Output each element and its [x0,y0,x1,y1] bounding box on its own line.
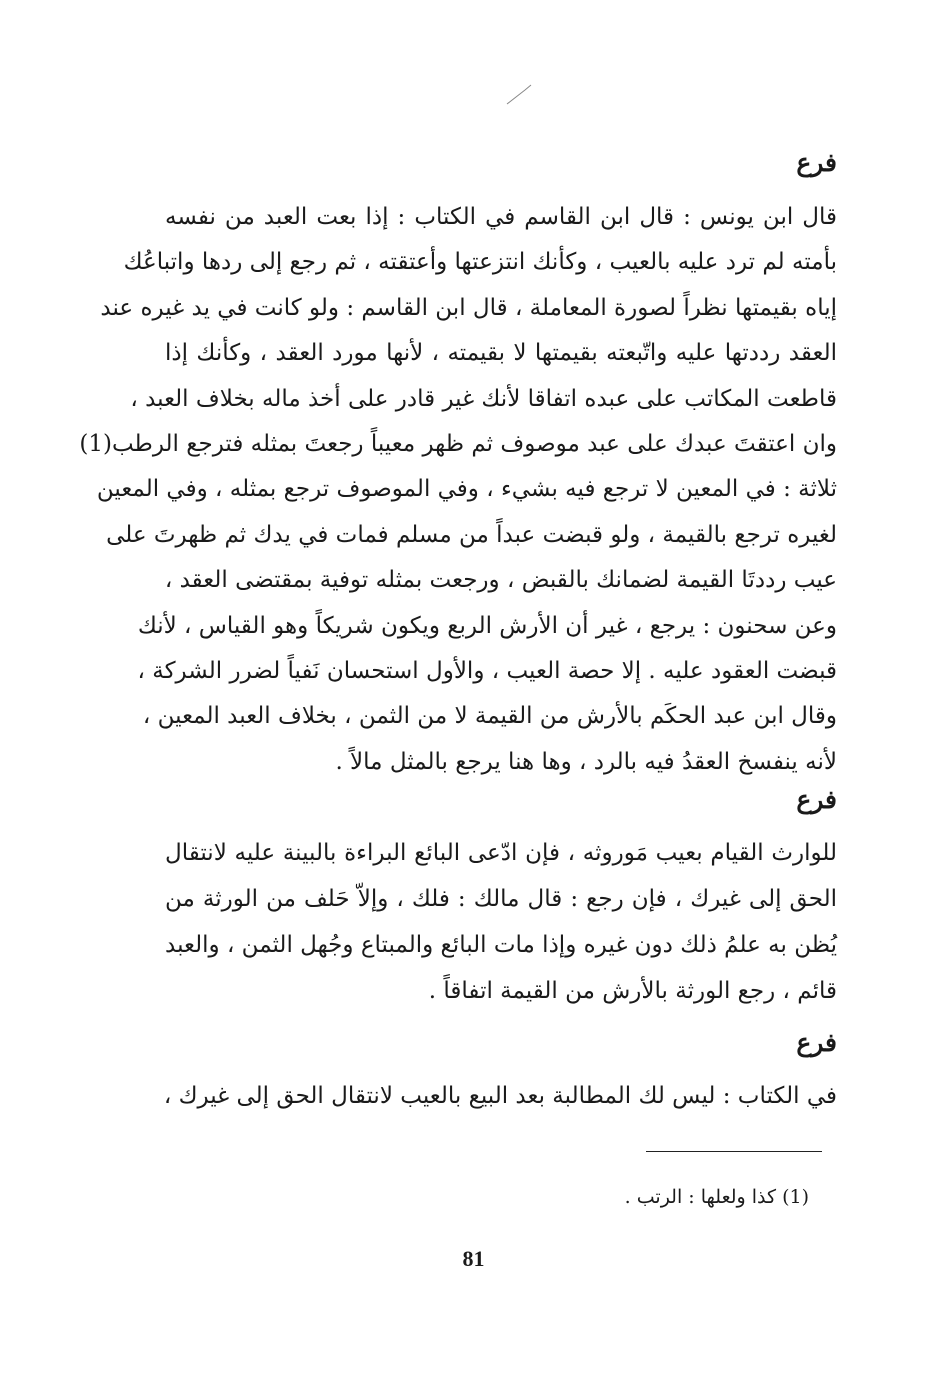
text-line: وان اعتقتَ عبدك على عبد موصوف ثم ظهر معيباً رجعتَ بمثله فترجع الرطب(1) [79,430,837,457]
text-line: ثلاثة : في المعين لا ترجع فيه بشيء ، وفي الموصوف ترجع بمثله ، وفي المعين [96,476,837,503]
text-line: لأنه ينفسخ العقدُ فيه بالرد ، وها هنا يرجع بالمثل مالاً . [335,748,837,775]
text-line: قاطعت المكاتب على عبده اتفاقا لأنك غير قادر على أخذ ماله بخلاف العبد ، [130,385,837,412]
text-line: بأمته لم ترد عليه بالعيب ، وكأنك انتزعتها وأعتقته ، ثم رجع إلى ردها واتباعُك [123,249,837,276]
paragraph-3 [165,1075,837,1117]
paragraph-2 [165,830,837,1014]
section-heading: فرع [796,1028,837,1057]
text-line: للوارث القيام بعيب مَوروثه ، فإن ادّعى البائع البراءة بالبينة عليه لانتقال [165,840,837,866]
footnote: (1) كذا ولعلها : الرتب . [624,1186,809,1208]
paragraph-1 [79,195,837,785]
text-line: لغيره ترجع بالقيمة ، ولو قبضت عبداً من مسلم فمات في يدك ثم ظهرتَ على [106,521,837,548]
page-number: 81 [462,1246,485,1271]
text-line: قبضت العقود عليه . إلا حصة العيب ، والأول استحسان نَفياً لضرر الشركة ، [137,657,837,684]
text-line: العقد رددتها عليه واتّبعته بقيمتها لا بقيمته ، لأنها مورد العقد ، وكأنك إذا [165,340,837,367]
text-line: يُظن به علمُ ذلك دون غيره وإذا مات البائع والمبتاع وجُهل الثمن ، والعبد [165,932,837,958]
section-heading: فرع [796,785,837,814]
text-line: إياه بقيمتها نظراً لصورة المعاملة ، قال ابن القاسم : ولو كانت في يد غيره عند [100,294,837,321]
text-line: في الكتاب : ليس لك المطالبة بعد البيع بالعيب لانتقال الحق إلى غيرك ، [163,1083,837,1109]
footnote-separator [646,1151,822,1152]
text-line: الحق إلى غيرك ، فإن رجع : قال مالك : فلك ، وإلاّ حَلف من الورثة من [165,886,837,912]
text-line: وقال ابن عبد الحكَم بالأرش من القيمة لا من الثمن ، بخلاف العبد المعين ، [142,703,837,730]
text-line: عيب رددتَا القيمة لضمانك بالقبض ، ورجعت بمثله توفية بمقتضى العقد ، [164,567,837,594]
pen-mark-decoration [505,82,535,108]
text-line: قال ابن يونس : قال ابن القاسم في الكتاب : إذا بعت العبد من نفسه [165,204,837,230]
text-line: قائم ، رجع الورثة بالأرش من القيمة اتفاقاً . [428,978,837,1004]
section-heading: فرع [796,148,837,177]
text-line: وعن سحنون : يرجع ، غير أن الأرش الربع ويكون شريكاً وهو القياس ، لأنك [137,612,837,639]
